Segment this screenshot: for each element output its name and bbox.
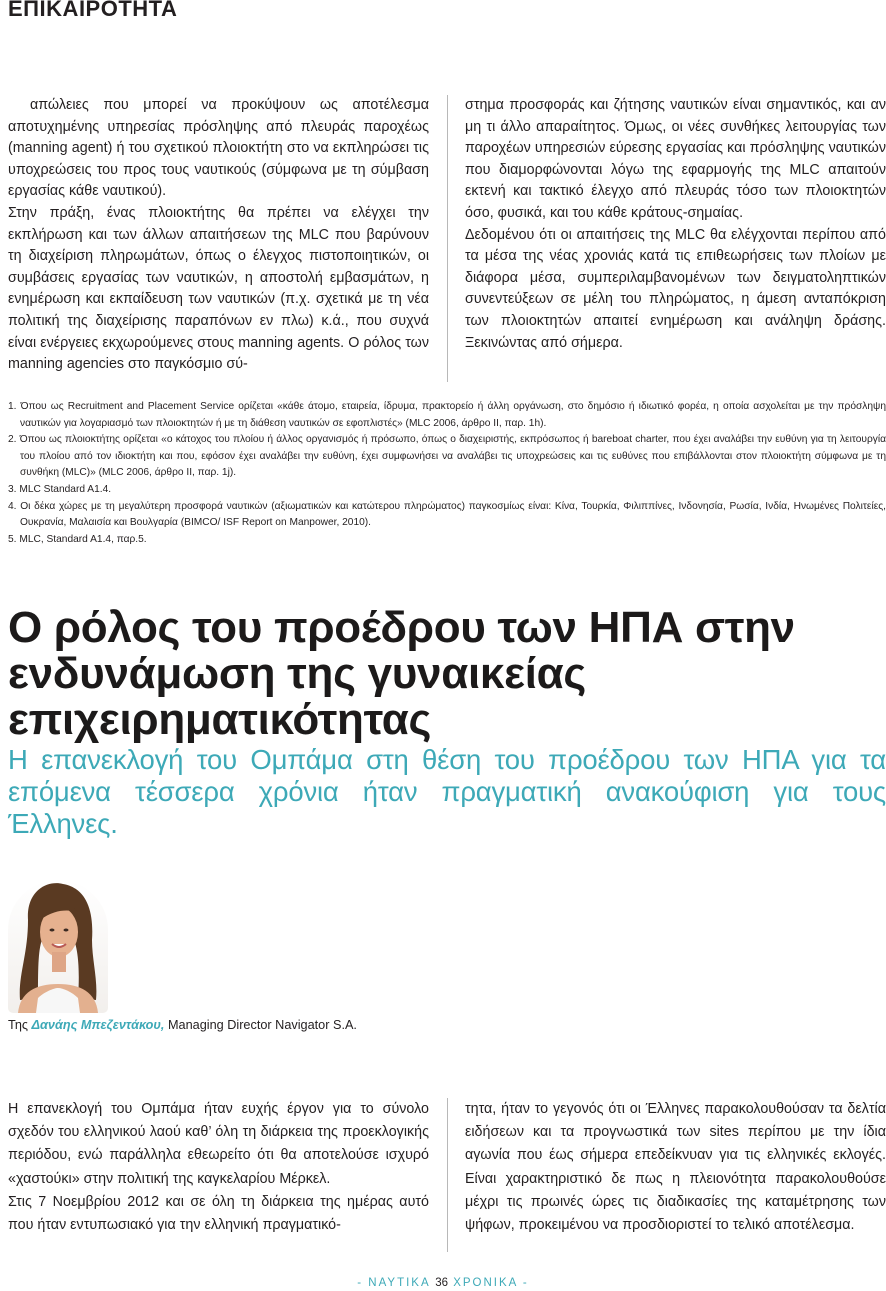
- column-divider: [447, 1098, 448, 1252]
- top-article-right-column: [465, 95, 886, 354]
- section-label: ΕΠΙΚΑΙΡΟΤΗΤΑ: [8, 0, 178, 21]
- column-divider: [447, 95, 448, 382]
- article-paragraph: Δεδομένου ότι οι απαιτήσεις της MLC θα ελέγχονται περίπου από τα μέσα της νέας χρονιάς κατά τις επιθεωρήσεις των πλοίων με διάφορα μέσα, συμπεριλαμβανομένων των δειγματοληπτικών συνεντεύξεων σε μέλη του πληρώματος, η άμεση ανταπόκριση των πλοιοκτητών απαιτεί ενημέρωση και ανάληψη δράσης. Ξεκινώντας από σήμερα.: [465, 226, 886, 351]
- page-number: 36: [435, 1277, 448, 1289]
- article-paragraph: τητα, ήταν το γεγονός ότι οι Έλληνες παρακολουθούσαν τα δελτία ειδήσεων και τα προγνωστικά των sites περίπου με την ίδια αγωνία που έως σήμερα επεδείκνυαν για τις ελληνικές εκλογές. Είναι χαρακτηριστικό δε πως η πλειονότητα παρακολουθούσε μέχρι τις πρωινές ώρες τις διαδικασίες της καταμέτρησης των ψήφων, προκειμένου να προσδιοριστεί το τελικό αποτέλεσμα.: [465, 1101, 886, 1234]
- footnote: 2. Όπου ως πλοιοκτήτης ορίζεται «ο κάτοχος του πλοίου ή άλλος οργανισμός ή πρόσωπο, όπως ο διαχειριστής, εκπρόσωπος ή bareboat charter, που έχει αναλάβει την ευθύνη για τη λειτουργία του πλοίου από τον ιδιοκτήτη και που, εφόσον έχει αναλάβει την ευθύνη, έχει συμφωνήσει να αναλάβει τις υποχρεώσεις και τις ευθύνες που επιβάλλονται στον πλοιοκτήτη σύμφωνα με τη συνθήκη (MLC)» (MLC 2006, άρθρο II, παρ. 1j).: [8, 434, 886, 479]
- feature-right-column: [465, 1098, 886, 1237]
- page-footer: [0, 1277, 886, 1289]
- feature-headline: Ο ρόλος του προέδρου των ΗΠΑ στην ενδυνάμωση της γυναικείας επιχειρηματικότητας: [8, 603, 795, 744]
- byline-prefix: Της: [8, 1018, 28, 1032]
- article-paragraph: Στις 7 Νοεμβρίου 2012 και σε όλη τη διάρκεια της ημέρας αυτό που ήταν εντυπωσιακό για την ελληνική πραγματικό-: [8, 1193, 429, 1234]
- footnote: 1. Όπου ως Recruitment and Placement Service ορίζεται «κάθε άτομο, εταιρεία, ίδρυμα, πρακτορείο ή άλλη οργάνωση, στο δημόσιο ή ιδιωτικό φορέα, η οποία ασχολείται με την πρόσληψη ναυτικών για λογαριασμό των πλοιοκτητών ή με τη διάθεση ναυτικών σε εφοπλιστές» (MLC 2006, άρθρο II, παρ. 1h).: [8, 401, 886, 429]
- feature-left-column: [8, 1098, 429, 1237]
- article-paragraph: Στην πράξη, ένας πλοιοκτήτης θα πρέπει να ελέγχει την εκπλήρωση και των άλλων απαιτήσεων της MLC που βαρύνουν τη διαχείριση πληρωμάτων, όπως ο έλεγχος πιστοποιητικών, οι συμβάσεις εργασίας των ναυτικών, η αποστολή εμβασμάτων, η ενημέρωση και εκπαίδευση των ναυτικών (π.χ. σχετικά με τη νέα πολιτική της διαχείρισης παραπόνων εν πλω) κ.ά., που συχνά είναι ενέργειες εκχωρούμενες στους manning agents. Ο ρόλος των manning agencies στο παγκόσμιο σύ-: [8, 204, 429, 373]
- article-paragraph: Η επανεκλογή του Ομπάμα ήταν ευχής έργον για το σύνολο σχεδόν του ελληνικού λαού καθ’ όλη τη διάρκεια της προεκλογικής περιόδου, ενώ παράλληλα εθεωρείτο ότι θα αποτελούσε ισχυρό «χαστούκι» στην πολιτική της καγκελαρίου Μέρκελ.: [8, 1101, 429, 1187]
- author-role: Managing Director Navigator S.A.: [167, 1018, 357, 1032]
- author-photo: [8, 880, 108, 1013]
- article-paragraph: απώλειες που μπορεί να προκύψουν ως αποτέλεσμα αποτυχημένης υπηρεσίας πρόσληψης από πλευράς παροχέως (manning agent) ή του σχετικού πλοιοκτήτη στο να εκπληρώσει τις υποχρεώσεις του προς τους ναυτικούς (σύμφωνα με τη σύμβαση εργασίας κάθε ναυτικού).: [8, 97, 429, 200]
- footer-left: - ΝΑΥΤΙΚΑ: [357, 1277, 430, 1289]
- author-portrait-image: [8, 880, 108, 1013]
- footer-right: ΧΡΟΝΙΚΑ -: [453, 1277, 529, 1289]
- feature-subtitle: Η επανεκλογή του Ομπάμα στη θέση του προέδρου των ΗΠΑ για τα επόμενα τέσσερα χρόνια ήταν πραγματική ανακούφιση για τους Έλληνες.: [8, 744, 886, 839]
- footnote: 5. MLC, Standard A1.4, παρ.5.: [8, 533, 147, 545]
- author-name: Δανάης Μπεζεντάκου,: [31, 1018, 165, 1032]
- byline: [8, 1018, 357, 1032]
- footnotes: [8, 399, 886, 548]
- top-article-left-column: [8, 95, 429, 376]
- article-paragraph: στημα προσφοράς και ζήτησης ναυτικών είναι σημαντικός, και αν μη τι άλλο απαραίτητος. Όμως, οι νέες συνθήκες λειτουργίας των παροχέων υπηρεσιών εύρεσης εργασίας και πρόσληψης ναυτικών που διαμορφώνονται λόγω της εφαρμογής της MLC απαιτούν εκτενή και τακτικό έλεγχο από πλευράς τόσο των πλοιοκτητών όσο, φυσικά, και του κάθε κράτους-σημαίας.: [465, 97, 886, 221]
- footnote: 3. MLC Standard A1.4.: [8, 483, 112, 495]
- footnote: 4. Οι δέκα χώρες με τη μεγαλύτερη προσφορά ναυτικών (αξιωματικών και κατώτερου πληρώματος) παγκοσμίως είναι: Κίνα, Τουρκία, Φιλιππίνες, Ινδονησία, Ρωσία, Ινδία, Ηνωμένες Πολιτείες, Ουκρανία, Μαλαισία και Βουλγαρία (BIMCO/ ISF Report on Manpower, 2010).: [8, 500, 886, 529]
